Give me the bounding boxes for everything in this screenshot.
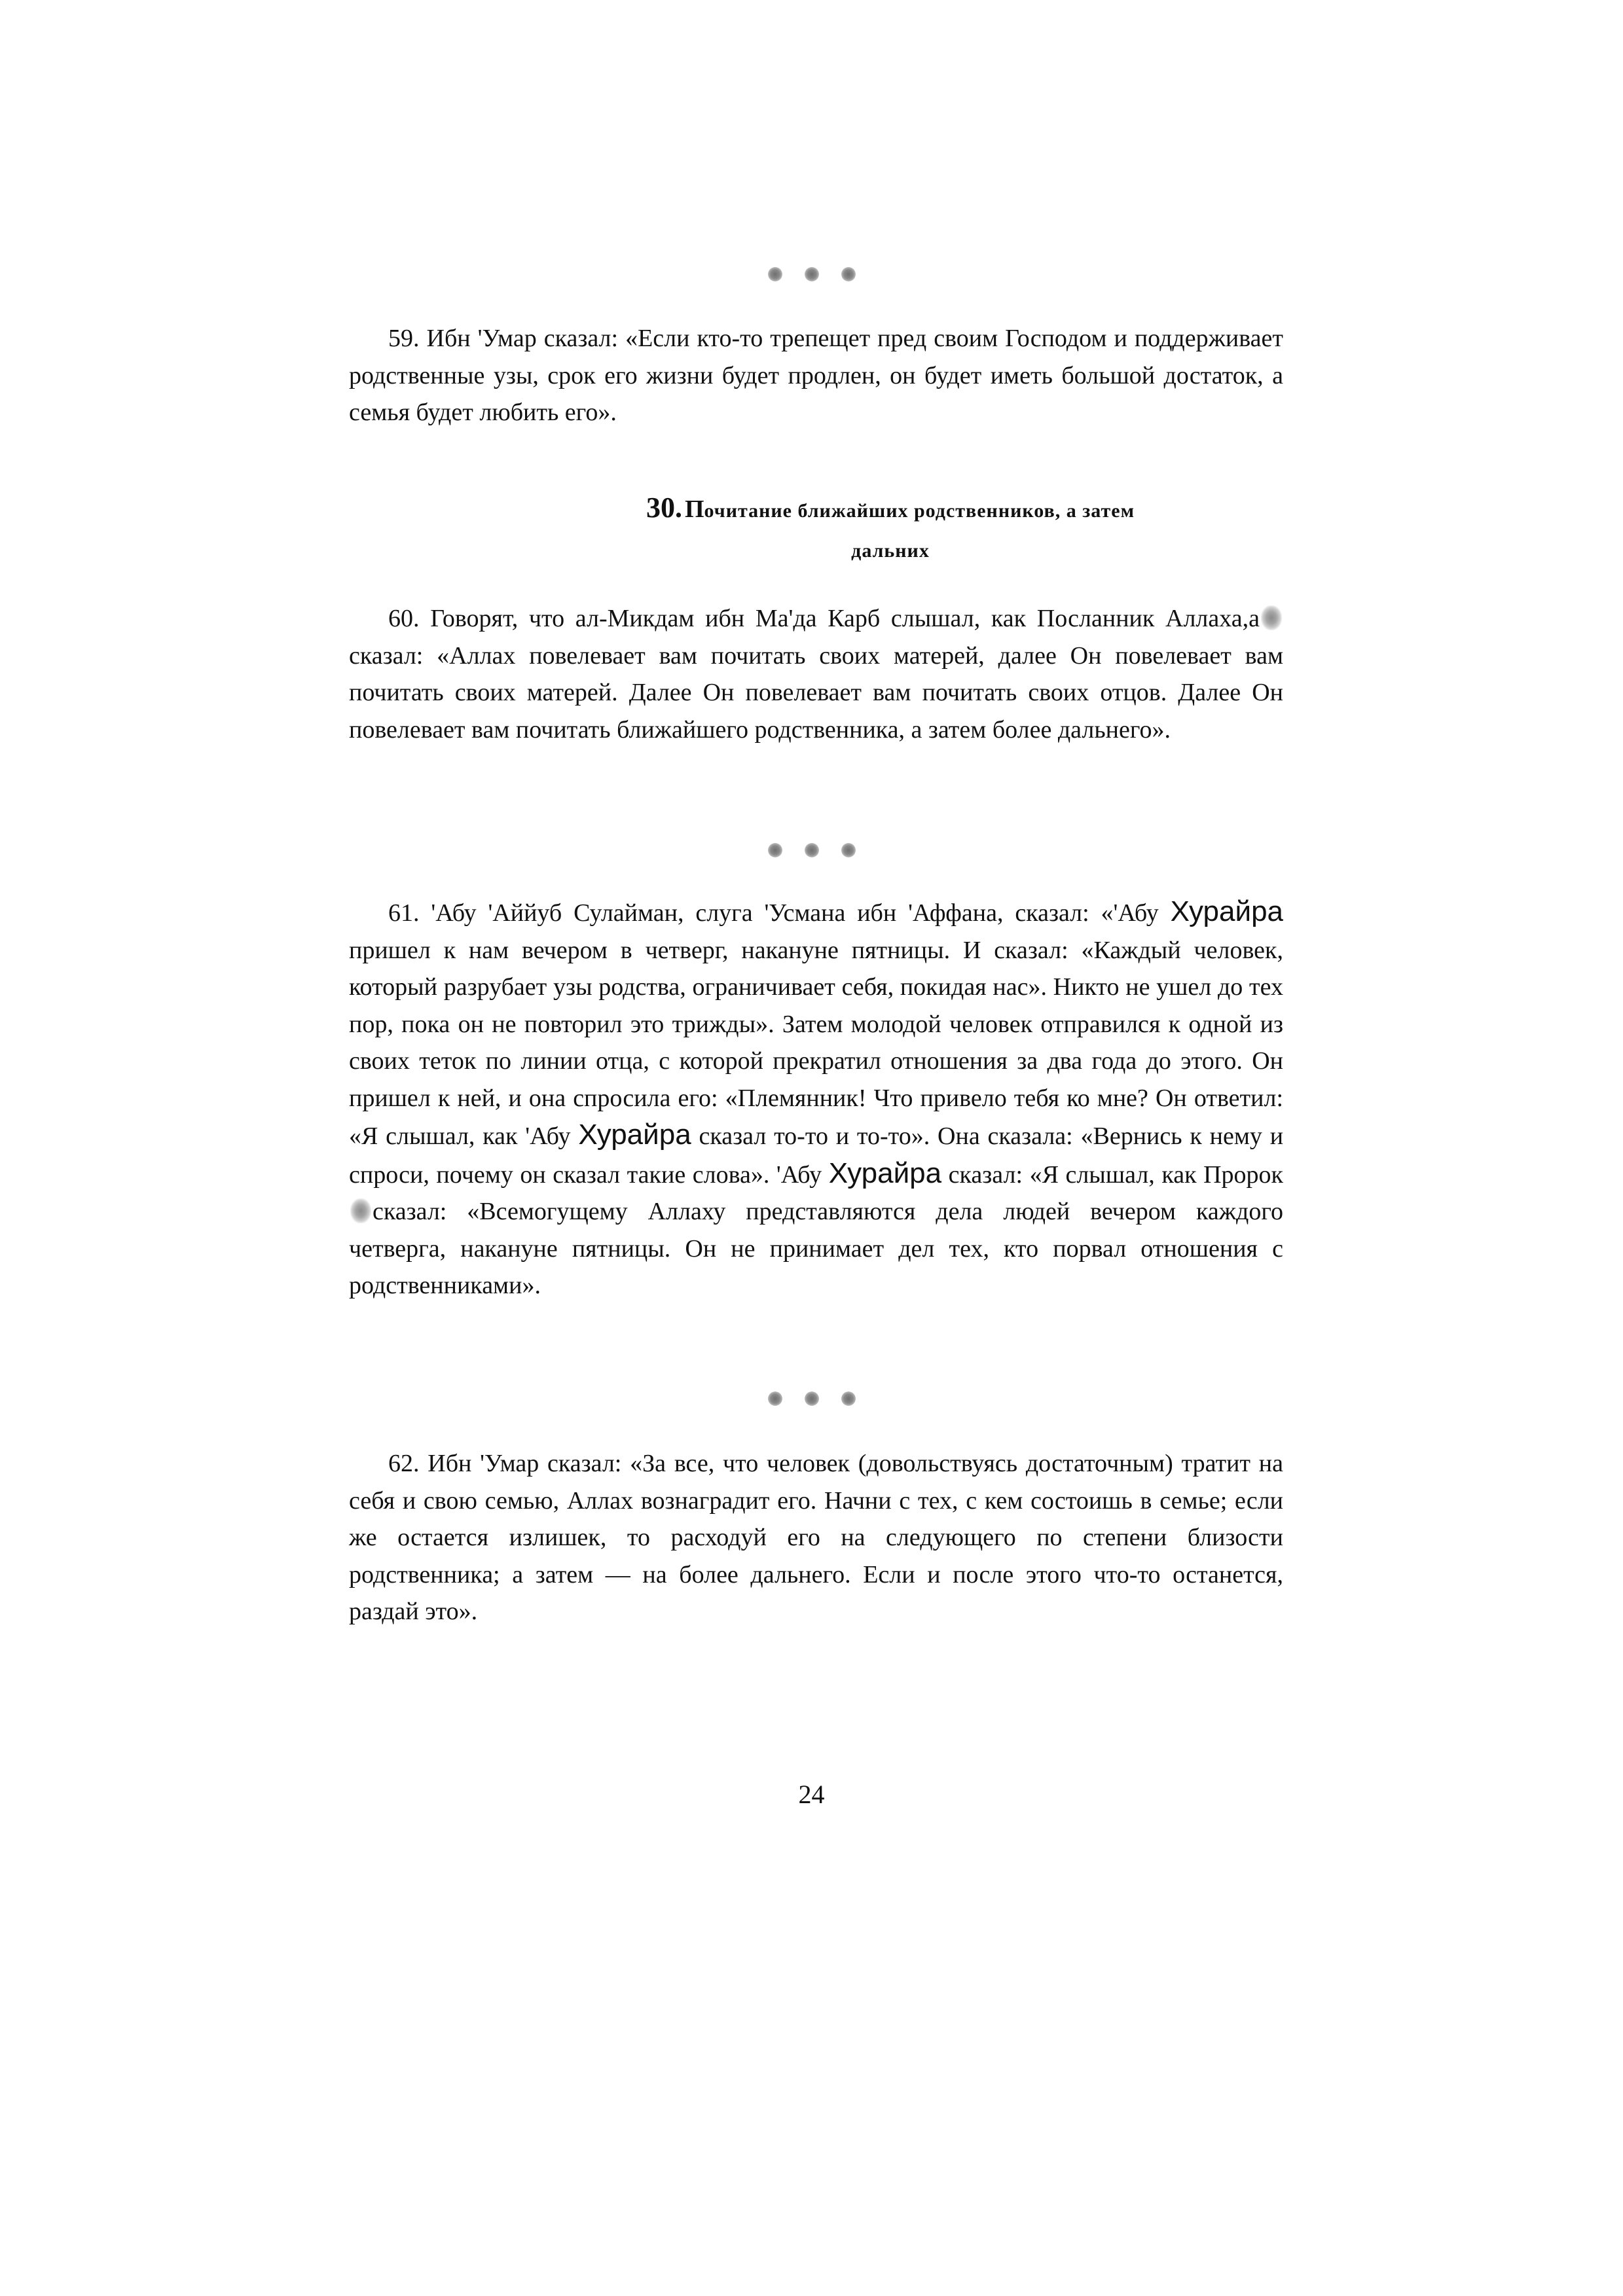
flower-ornament-icon (768, 843, 782, 857)
chapter-heading (498, 490, 1283, 573)
flower-ornament-icon (805, 267, 819, 281)
salawat-icon (350, 1198, 371, 1223)
hadith-text-part-3: сказал то-то и то-то». Она сказала: «Вернись к нему и спроси, почему он сказал такие слова». 'Абу (349, 1122, 1284, 1189)
hadith-text: Ибн 'Умар сказал: «За все, что человек (довольствуясь достаточным) тратит на себя и свою семью, Аллах вознаградит его. Начни с тех, с кем состоишь в семье; если же остается излишек, то расходуй его на следующего по степени близости родственника; а затем — на более дальнего. Если и после этого что-то останется, раздай это». (349, 1450, 1284, 1625)
chapter-title-initial: П (684, 495, 704, 523)
ornament-divider-lower (0, 1386, 1623, 1408)
hadith-60 (349, 600, 1283, 748)
hadith-62 (349, 1445, 1283, 1630)
hadith-61 (349, 893, 1283, 1304)
flower-ornament-icon (805, 843, 819, 857)
hadith-62-paragraph (349, 1445, 1283, 1630)
hadith-text-part-2: сказал: «Аллах повелевает вам почитать своих матерей, далее Он повелевает вам почитать своих матерей. Далее Он повелевает вам почитать своих отцов. Далее Он повелевает вам почитать ближайшего родственника, а затем более дальнего». (349, 641, 1283, 744)
hadith-59-paragraph (349, 320, 1283, 431)
hadith-text-part-5: сказал: «Всемогущему Аллаху представляются дела людей вечером каждого четверга, накануне пятницы. Он не принимает дел тех, кто порвал отношения с родственниками». (349, 1198, 1283, 1299)
chapter-heading-line-1 (498, 490, 1283, 533)
name-abu-hurayra: Хурайра (1170, 895, 1284, 927)
name-abu-hurayra: Хурайра (578, 1119, 691, 1151)
hadith-text-part-4: сказал: «Я слышал, как Пророк (948, 1160, 1284, 1189)
hadith-text: Ибн 'Умар сказал: «Если кто-то трепещет пред своим Господом и поддерживает родственные узы, срок его жизни будет продлен, он будет иметь большой достаток, а семья будет любить его». (349, 325, 1283, 426)
hadith-number: 61. (388, 899, 420, 927)
flower-ornament-icon (841, 1391, 856, 1406)
salawat-icon (1261, 605, 1282, 630)
hadith-61-paragraph (349, 893, 1283, 1304)
page-number: 24 (798, 1780, 825, 1809)
chapter-number: 30. (646, 492, 682, 524)
chapter-heading-line-2 (498, 533, 1283, 573)
name-abu-hurayra: Хурайра (828, 1157, 942, 1189)
hadith-text-part-1: 'Абу 'Аййуб Сулайман, слуга 'Усмана ибн 'Аффана, сказал: «'Абу (431, 899, 1159, 927)
hadith-number: 59. (388, 325, 420, 352)
chapter-title-rest: очитание ближайших родственников, а затем (704, 500, 1135, 522)
flower-ornament-icon (805, 1391, 819, 1406)
flower-ornament-icon (768, 1391, 782, 1406)
ornament-divider-top (0, 262, 1623, 284)
flower-ornament-icon (841, 267, 856, 281)
hadith-59 (349, 320, 1283, 431)
hadith-number: 62. (388, 1450, 420, 1477)
hadith-number: 60. (388, 605, 420, 632)
flower-ornament-icon (768, 267, 782, 281)
ornament-divider-middle (0, 838, 1623, 860)
hadith-text-part-1: Говорят, что ал-Микдам ибн Ма'да Карб слышал, как Посланник Аллаха,а (430, 605, 1260, 632)
chapter-title-line-2: дальних (851, 540, 930, 562)
hadith-60-paragraph (349, 600, 1283, 748)
hadith-text-part-2: пришел к нам вечером в четверг, накануне пятницы. И сказал: «Каждый человек, который разрубает узы родства, ограничивает себя, покидая нас». Никто не ушел до тех пор, пока он не повторил это трижды». Затем молодой человек отправился к одной из своих теток по линии отца, с которой прекратил отношения за два года до этого. Он пришел к ней, и она спросила его: «Племянник! Что привело тебя ко мне? Он ответил: «Я слышал, как 'Абу (349, 936, 1283, 1150)
flower-ornament-icon (841, 843, 856, 857)
